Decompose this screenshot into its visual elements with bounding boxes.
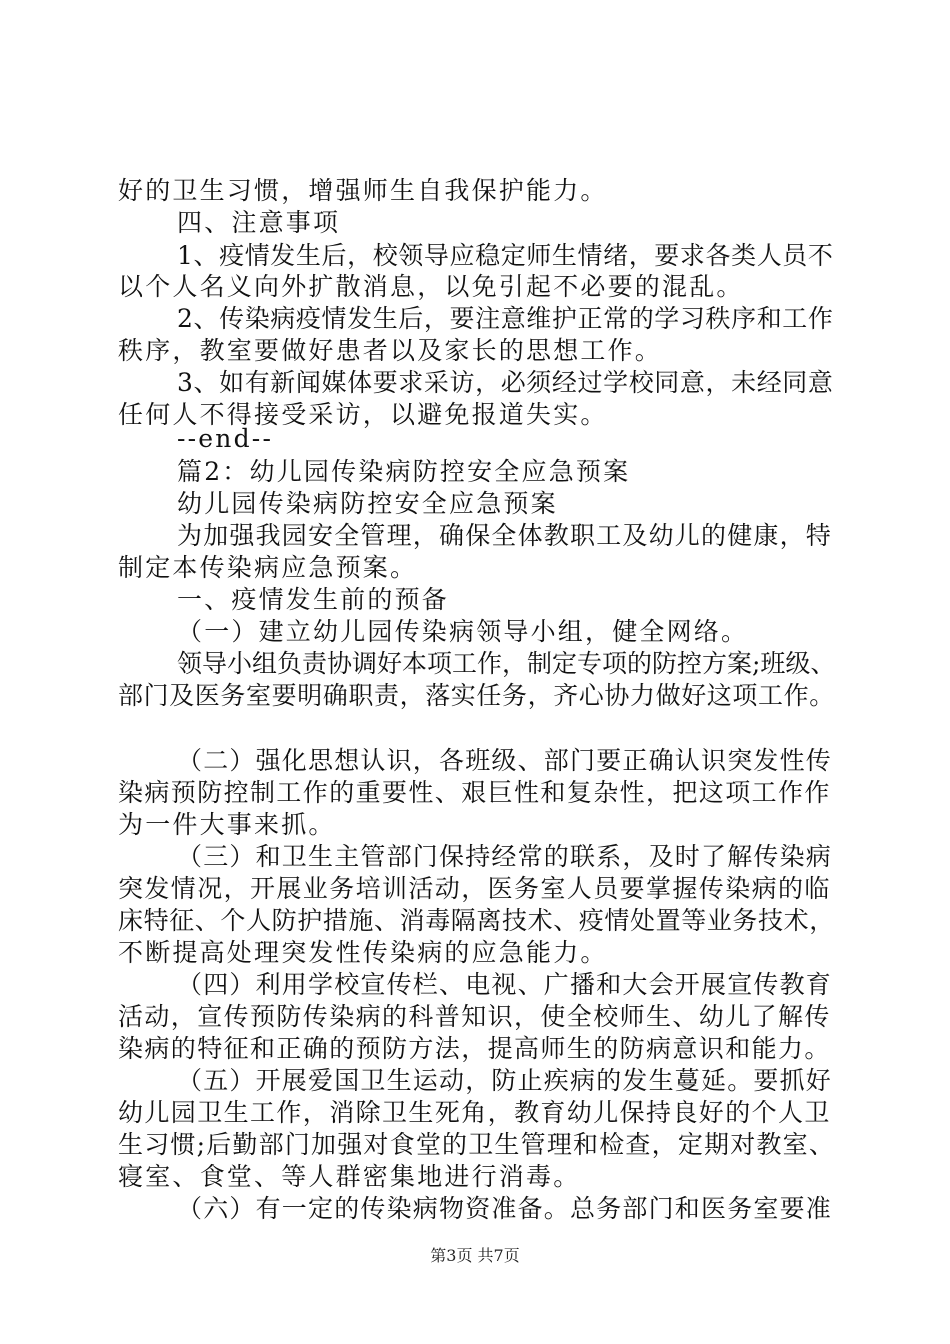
document-title: 幼儿园传染病防控安全应急预案 bbox=[177, 489, 558, 518]
text-line: 秩序，教室要做好患者以及家长的思想工作。 bbox=[118, 336, 663, 365]
text-line: 活动，宣传预防传染病的科普知识，使全校师生、幼儿了解传 bbox=[118, 1002, 831, 1031]
end-marker: --end-- bbox=[177, 424, 274, 453]
text-line: 染病预防控制工作的重要性、艰巨性和复杂性，把这项工作作 bbox=[118, 778, 831, 807]
text-line: 3、如有新闻媒体要求采访，必须经过学校同意，未经同意 bbox=[177, 368, 834, 397]
text-line: （四）利用学校宣传栏、电视、广播和大会开展宣传教育 bbox=[177, 970, 833, 999]
text-line: 突发情况，开展业务培训活动，医务室人员要掌握传染病的临 bbox=[118, 874, 831, 903]
text-line: （三）和卫生主管部门保持经常的联系，及时了解传染病 bbox=[177, 842, 833, 871]
page-number-footer: 第3页 共7页 bbox=[430, 1246, 520, 1265]
section-heading: 四、注意事项 bbox=[177, 208, 341, 237]
text-line: 幼儿园卫生工作，消除卫生死角，教育幼儿保持良好的个人卫 bbox=[118, 1098, 831, 1127]
text-line: 为一件大事来抓。 bbox=[118, 810, 336, 839]
text-line: 以个人名义向外扩散消息，以免引起不必要的混乱。 bbox=[118, 272, 744, 301]
text-line: 染病的特征和正确的预防方法，提高师生的防病意识和能力。 bbox=[118, 1034, 831, 1063]
text-line: 寝室、食堂、等人群密集地进行消毒。 bbox=[118, 1162, 581, 1191]
text-line: 1、疫情发生后，校领导应稳定师生情绪，要求各类人员不 bbox=[177, 241, 834, 270]
text-line: 领导小组负责协调好本项工作，制定专项的防控方案;班级、 bbox=[177, 649, 836, 678]
section-heading: 一、疫情发生前的预备 bbox=[177, 585, 450, 614]
subsection-heading: （一）建立幼儿园传染病领导小组，健全网络。 bbox=[177, 617, 749, 646]
text-line: 生习惯;后勤部门加强对食堂的卫生管理和检查，定期对教室、 bbox=[118, 1130, 836, 1159]
text-line: 2、传染病疫情发生后，要注意维护正常的学习秩序和工作 bbox=[177, 304, 834, 333]
text-line: 任何人不得接受采访，以避免报道失实。 bbox=[118, 400, 608, 429]
text-line: 制定本传染病应急预案。 bbox=[118, 553, 418, 582]
text-line: 好的卫生习惯，增强师生自我保护能力。 bbox=[118, 176, 608, 205]
chapter-title: 篇2：幼儿园传染病防控安全应急预案 bbox=[177, 457, 631, 486]
text-line: 不断提高处理突发性传染病的应急能力。 bbox=[118, 938, 608, 967]
text-line: （六）有一定的传染病物资准备。总务部门和医务室要准 bbox=[177, 1194, 833, 1223]
text-line: （五）开展爱国卫生运动，防止疾病的发生蔓延。要抓好 bbox=[177, 1066, 833, 1095]
text-line: 床特征、个人防护措施、消毒隔离技术、疫情处置等业务技术， bbox=[118, 906, 835, 935]
text-line: 为加强我园安全管理，确保全体教职工及幼儿的健康，特 bbox=[177, 521, 833, 550]
text-line: 部门及医务室要明确职责，落实任务，齐心协力做好这项工作。 bbox=[118, 681, 835, 710]
text-line: （二）强化思想认识，各班级、部门要正确认识突发性传 bbox=[177, 746, 833, 775]
